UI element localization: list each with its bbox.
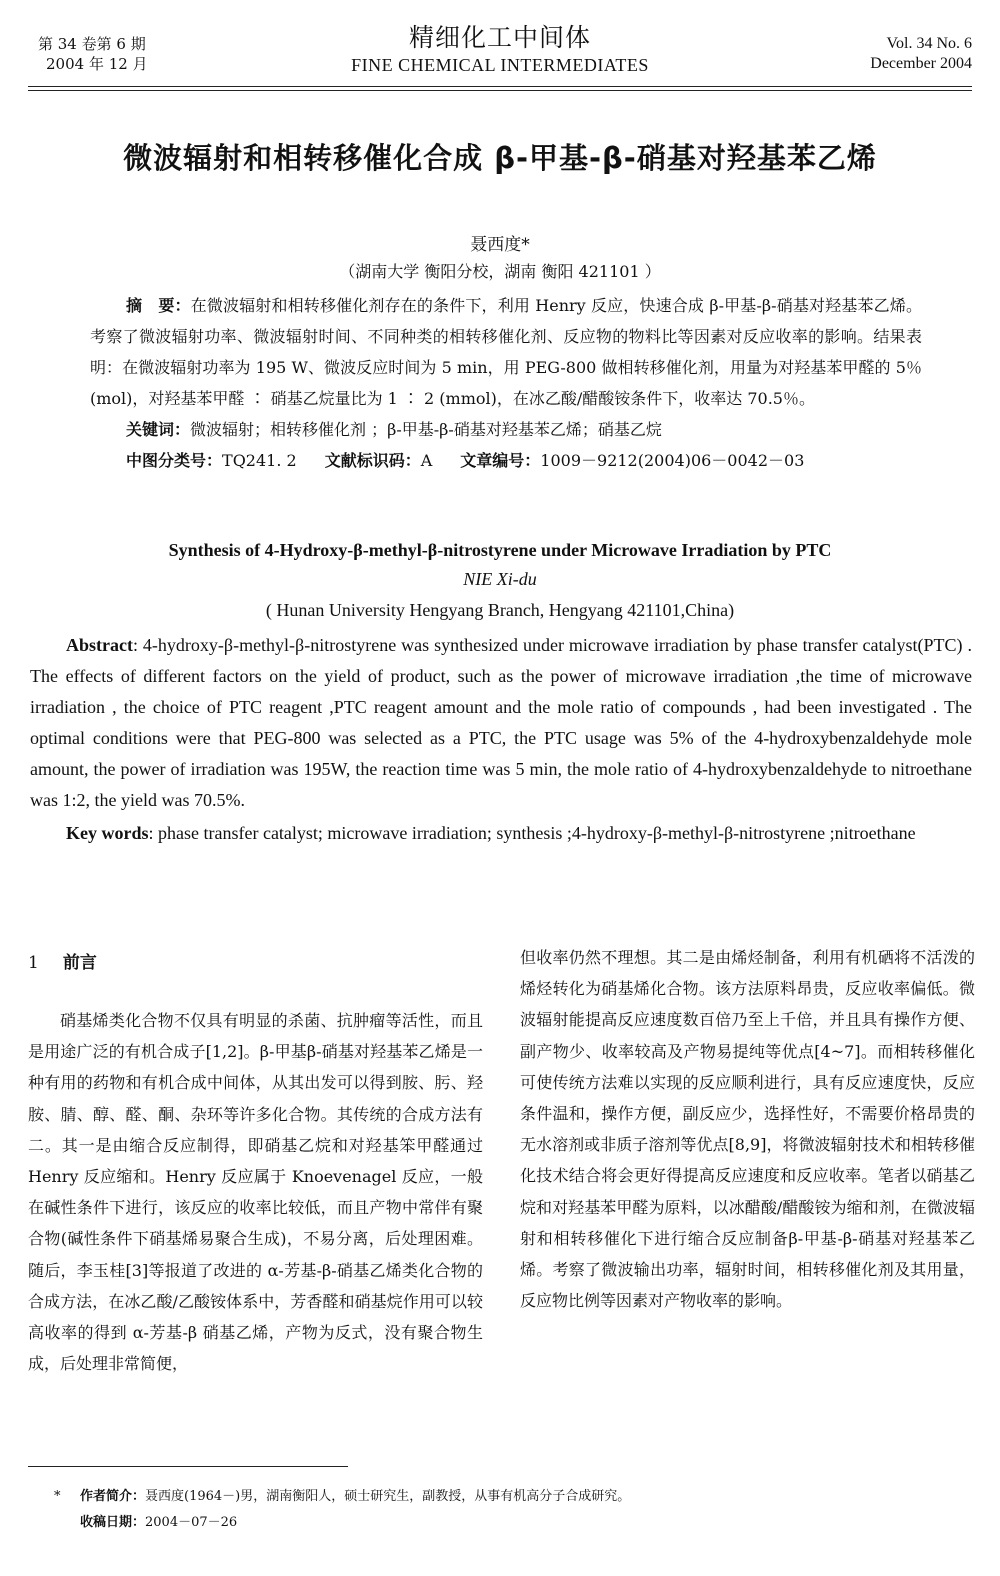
volume-issue-cn: 第 34 卷第 6 期	[38, 35, 146, 53]
footnote-star: *	[54, 1489, 61, 1504]
journal-name-cn: 精细化工中间体	[408, 23, 591, 52]
abstract-cn	[90, 290, 922, 414]
abstract-en-block	[30, 630, 972, 849]
header-left	[38, 34, 148, 74]
classification-cn	[90, 445, 922, 476]
section-title: 前言	[62, 953, 97, 973]
header-rule-top	[28, 86, 972, 87]
abstract-en	[30, 630, 972, 816]
body-text-left: 硝基烯类化合物不仅具有明显的杀菌、抗肿瘤等活性，而且是用途广泛的有机合成子[1,2]。β-甲基β-硝基对羟基苯乙烯是一种有用的药物和有机合成中间体，从其出发可以得到胺、肟、羟胺、腈、醇、醛、酮、杂环等许多化合物。其传统的合成方法有二。其一是由缩合反应制得，即硝基乙烷和对羟基笨甲醛通过 Henry 反应缩和。Henry 反应属于 Knoevenagel 反应，一般在碱性条件下进行，该反应的收率比较低，而且产物中常伴有聚合物(碱性条件下硝基烯易聚合生成)，不易分离，后处理困难。随后，李玉桂[3]等报道了改进的 α-芳基-β-硝基乙烯类化合物的合成方法，在冰乙酸/乙酸铵体系中，芳香醛和硝基烷作用可以较高收率的得到 α-芳基-β 硝基乙烯，产物为反式，没有聚合物生成，后处理非常简便，	[28, 1011, 483, 1374]
affiliation-en: ( Hunan University Hengyang Branch, Hengyang 421101,China)	[265, 600, 735, 620]
footnote-author	[54, 1484, 960, 1510]
clc-label: 中图分类号：	[126, 451, 223, 470]
section-number: 1	[28, 953, 39, 973]
footnote-rule	[28, 1466, 348, 1467]
body-text-right: 但收率仍然不理想。其二是由烯烃制备，利用有机硒将不活泼的烯烃转化为硝基烯化合物。该方法原料昂贵，反应收率偏低。微波辐射能提高反应速度数百倍乃至上千倍，并且具有操作方便、副产物少、收率较高及产物易提纯等优点[4~7]。而相转移催化可使传统方法难以实现的反应顺利进行，具有反应速度快，反应条件温和，操作方便，副反应少，选择性好，不需要价格昂贵的无水溶剂或非质子溶剂等优点[8,9]，将微波辐射技术和相转移催化技术结合将会更好得提高反应速度和反应收率。笔者以硝基乙烷和对羟基苯甲醛为原料，以冰醋酸/醋酸铵为缩和剂，在微波辐射和相转移催化下进行缩合反应制备β-甲基-β-硝基对羟基苯乙烯。考察了微波输出功率，辐射时间，相转移催化剂及其用量，反应物比例等因素对产物收率的影响。	[520, 948, 975, 1311]
abstract-cn-text: 在微波辐射和相转移催化剂存在的条件下，利用 Henry 反应，快速合成 β-甲基-β-硝基对羟基苯乙烯。考察了微波辐射功率、微波辐射时间、不同种类的相转移催化剂、反应物的物料比等因素对反应收率的影响。结果表明：在微波辐射功率为 195 W、微波反应时间为 5 min，用 PEG-800 做相转移催化剂，用量为对羟基苯甲醛的 5％(mol)，对羟基苯甲醛 ∶ 硝基乙烷量比为 1 ∶ 2 (mmol)，在冰乙酸/醋酸铵条件下，收率达 70.5％。	[90, 296, 922, 408]
paper-title-cn: 微波辐射和相转移催化合成 β-甲基-β-硝基对羟基苯乙烯	[123, 141, 877, 175]
article-no-value: 1009－9212(2004)06－0042－03	[540, 451, 805, 470]
clc-value: TQ241. 2	[222, 451, 297, 470]
abstract-cn-label: 摘 要：	[126, 296, 191, 315]
keywords-cn-text: 微波辐射；相转移催化剂 ；β-甲基-β-硝基对羟基苯乙烯；硝基乙烷	[190, 420, 662, 439]
header-right	[870, 34, 972, 74]
abstract-en-text: : 4-hydroxy-β-methyl-β-nitrostyrene was synthesized under microwave irradiation by phase transfer catalyst(PTC) . The effects of different factors on the yield of product, such as the power of microwave irradiation ,the time of microwave irradiation , the choice of PTC reagent ,PTC reagent amount and the mole ratio of compounds , had been investigated . The optimal conditions were that PEG-800 was selected as a PTC, the PTC usage was 5% of the 4-hydroxybenzaldehyde mole amount, the power of irradiation was 195W, the reaction time was 5 min, the mole ratio of 4-hydroxybenzaldehyde to nitroethane was 1:2, the yield was 70.5%.	[30, 635, 972, 810]
paper-title-en: Synthesis of 4-Hydroxy-β-methyl-β-nitrostyrene under Microwave Irradiation by PTC	[168, 540, 832, 560]
received-date-value: 2004－07－26	[145, 1515, 238, 1530]
abstract-en-label: Abstract	[66, 635, 133, 655]
doc-code-label: 文献标识码：	[324, 451, 421, 470]
abstract-cn-block	[90, 290, 922, 476]
volume-issue-en: Vol. 34 No. 6	[886, 35, 972, 52]
author-bio-text: 聂西度(1964－)男，湖南衡阳人，硕士研究生，副教授，从事有机高分子合成研究。	[145, 1489, 631, 1504]
footnote	[54, 1484, 960, 1536]
body-column-right	[520, 942, 975, 1316]
date-cn: 2004 年 12 月	[46, 55, 148, 73]
journal-name	[250, 22, 750, 76]
keywords-en-text: : phase transfer catalyst; microwave irradiation; synthesis ;4-hydroxy-β-methyl-β-nitrostyrene ;nitroethane	[148, 823, 916, 843]
section-heading	[28, 948, 483, 979]
author-bio-label: 作者简介：	[80, 1489, 146, 1504]
author-cn: 聂西度*	[470, 235, 530, 255]
journal-name-en: FINE CHEMICAL INTERMEDIATES	[351, 55, 649, 75]
received-date-label: 收稿日期：	[80, 1515, 146, 1530]
body-column-left	[28, 942, 483, 1379]
article-no-label: 文章编号：	[460, 451, 541, 470]
keywords-cn	[90, 414, 922, 445]
date-en: December 2004	[870, 55, 972, 72]
page-header	[0, 22, 1000, 82]
doc-code-value: A	[420, 451, 433, 470]
affiliation-cn: （湖南大学 衡阳分校，湖南 衡阳 421101 ）	[339, 262, 661, 281]
author-en: NIE Xi-du	[463, 569, 537, 589]
keywords-en-label: Key words	[66, 823, 149, 843]
keywords-en	[30, 818, 972, 849]
keywords-cn-label: 关键词：	[126, 420, 191, 439]
header-rule-bottom	[28, 90, 972, 91]
footnote-received	[60, 1510, 960, 1536]
